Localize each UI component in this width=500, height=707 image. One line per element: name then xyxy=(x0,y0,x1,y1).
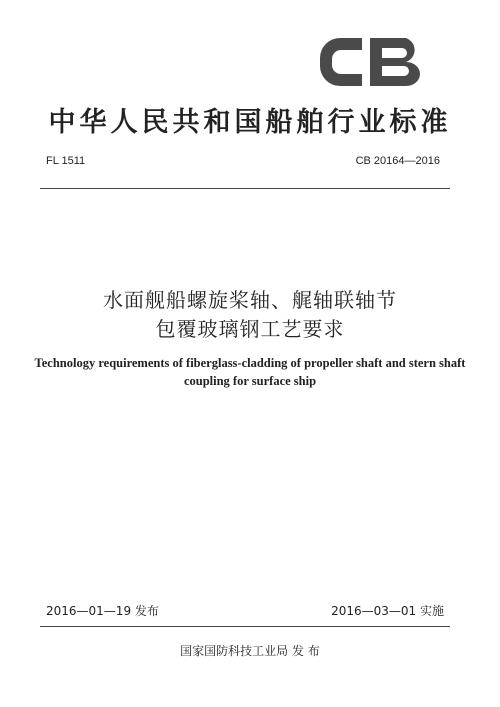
chinese-title-line-1: 水面舰船螺旋桨轴、艉轴联轴节 xyxy=(103,288,397,312)
standard-number: CB 20164—2016 xyxy=(355,155,440,167)
issue-date: 2016—01—19 发布 xyxy=(46,604,159,618)
classification-code: FL 1511 xyxy=(46,155,86,167)
implementation-date: 2016—03—01 实施 xyxy=(331,604,444,618)
cb-logo xyxy=(318,34,428,90)
header-divider xyxy=(40,188,450,189)
chinese-title-line-2: 包覆玻璃钢工艺要求 xyxy=(155,317,345,341)
english-title-line-1: Technology requirements of fiberglass-cladding of propeller shaft and stern shaft xyxy=(34,356,466,370)
logo-c-shape xyxy=(320,38,362,86)
english-title-line-2: coupling for surface ship xyxy=(183,374,317,388)
logo-b-shape xyxy=(370,38,420,86)
footer-divider xyxy=(40,626,450,627)
publisher: 国家国防科技工业局 发 布 xyxy=(180,644,320,658)
org-title: 中华人民共和国船舶行业标准 xyxy=(48,107,452,138)
